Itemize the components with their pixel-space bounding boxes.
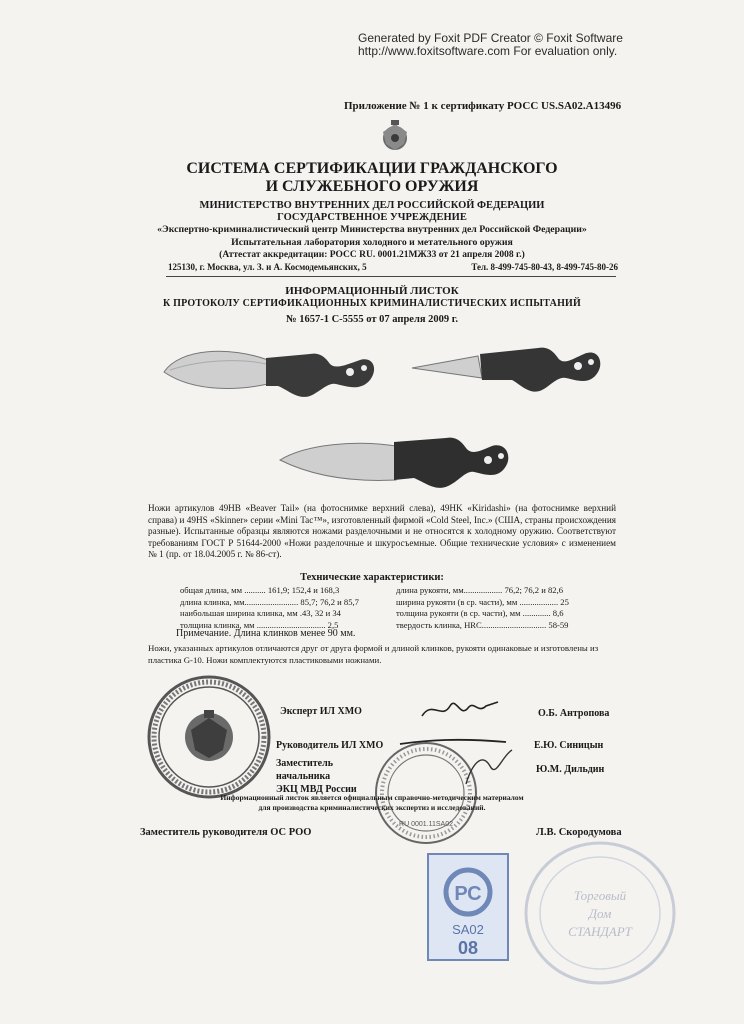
- signature-name-deputy-ekc: Ю.М. Дильдин: [536, 764, 605, 775]
- knife-photo-kiridashi: [408, 338, 608, 398]
- deputy-head-name: Л.В. Скородумова: [536, 827, 622, 838]
- foxit-watermark: [358, 32, 623, 58]
- signature-role-expert: Эксперт ИЛ ХМО: [280, 706, 362, 717]
- signature-name-expert: О.Б. Антропова: [538, 708, 610, 719]
- knife-photo-skinner: [276, 430, 516, 500]
- protocol-number: № 1657-1 С-5555 от 07 апреля 2009 г.: [286, 314, 458, 325]
- appendix-caption: Приложение № 1 к сертификату РОСС US.SA02.A13496: [344, 100, 622, 112]
- spec-row: длина клинка, мм......................... 85,7; 76,2 и 85,7: [180, 596, 359, 607]
- rst-conformity-mark: [426, 852, 510, 962]
- knife-description: Ножи артикулов 49HB «Beaver Tail» (на фотоснимке верхний слева), 49HK «Kiridashi» (на фотоснимке верхний справа) и 49HS «Skinner» серии «Mini Tac™», изготовленный фирмой «Cold Steel, Inc.» (США, страны происхождения разные). Испытанные образцы являются ножами разделочными и не относятся к холодному оружию. Соответствуют требованиям ГОСТ Р 51644-2000 «Ножи разделочные и шкуросъемные. Общие технические условия» с изменением № 1 (пр. от 18.04.2005 г. № 86-ст).: [148, 503, 616, 559]
- system-title-line-1: СИСТЕМА СЕРТИФИКАЦИИ ГРАЖДАНСКОГО: [186, 160, 558, 177]
- rst-code: SA02: [452, 922, 484, 937]
- info-sheet-title: ИНФОРМАЦИОННЫЙ ЛИСТОК: [285, 285, 459, 297]
- spec-row: толщина клинка, мм ................................ 2,5: [180, 619, 339, 630]
- postal-address: 125130, г. Москва, ул. З. и А. Космодемьянских, 5: [168, 262, 367, 272]
- rst-number: 08: [457, 938, 479, 958]
- address-row: [168, 262, 618, 272]
- system-title-line-2: И СЛУЖЕБНОГО ОРУЖИЯ: [265, 178, 479, 195]
- info-sheet-subtitle: К ПРОТОКОЛУ СЕРТИФИКАЦИОННЫХ КРИМИНАЛИСТИЧЕСКИХ ИСПЫТАНИЙ: [162, 298, 582, 309]
- company-stamp-line-3: СТАНДАРТ: [568, 924, 632, 939]
- signature-expert-scribble: [420, 694, 500, 724]
- knife-photo-beaver-tail: [160, 340, 380, 400]
- info-sheet-footnote: Информационный листок является официальным справочно-методическим материалом для производства криминалистических экспертиз и исследований.: [220, 793, 524, 812]
- deputy-head-role: Заместитель руководителя ОС РОО: [140, 827, 312, 838]
- watermark-line-2: http://www.foxitsoftware.com For evaluation only.: [358, 44, 618, 58]
- company-round-stamp: [520, 838, 680, 988]
- spec-row: длина рукояти, мм.................. 76,2; 76,2 и 82,6: [396, 585, 564, 595]
- specs-right-column: [396, 585, 626, 631]
- spec-row: наибольшая ширина клинка, мм .43, 32 и 34: [180, 608, 341, 618]
- mvd-round-seal: [146, 674, 272, 800]
- ministry-line-1: МИНИСТЕРСТВО ВНУТРЕННИХ ДЕЛ РОССИЙСКОЙ ФЕДЕРАЦИИ: [199, 200, 545, 211]
- watermark-line-1: Generated by Foxit PDF Creator © Foxit Software: [358, 31, 623, 45]
- header-divider: [166, 276, 616, 277]
- spec-row: толщина рукояти (в ср. части), мм ............. 8,6: [396, 608, 564, 618]
- spec-row: общая длина, мм .......... 161,9; 152,4 и 168,3: [180, 585, 340, 595]
- test-laboratory: Испытательная лаборатория холодного и метательного оружия: [231, 237, 513, 248]
- specs-note: Примечание. Длина клинков менее 90 мм.: [176, 628, 356, 639]
- round-stamp-code: RU 0001.11SA02: [399, 821, 453, 828]
- accreditation-line: (Аттестат аккредитации: РОСС RU. 0001.21МЖ33 от 21 апреля 2008 г.): [219, 250, 525, 260]
- spec-row: твердость клинка, HRC.............................. 58-59: [396, 619, 569, 630]
- signature-name-head: Е.Ю. Синицын: [534, 740, 604, 751]
- signature-role-deputy-ekc: Заместитель начальника ЭКЦ МВД России: [276, 758, 357, 795]
- specs-note-details: Ножи, указанных артикулов отличаются друг от друга формой и длиной клинков, рукояти одинаковые и изготовлены из пластика G-10. Ножи комплектуются пластиковыми ножнами.: [148, 643, 599, 665]
- signature-role-head: Руководитель ИЛ ХМО: [276, 740, 384, 751]
- spec-row: ширина рукояти (в ср. части), мм .................. 25: [396, 596, 569, 607]
- double-headed-eagle-emblem-icon: [378, 118, 412, 154]
- expert-center: «Экспертно-криминалистический центр Министерства внутренних дел Российской Федерации»: [157, 224, 587, 235]
- signature-deputy-scribble: [462, 744, 522, 794]
- specs-left-column: [180, 585, 380, 631]
- phone-numbers: Тел. 8-499-745-80-43, 8-499-745-80-26: [471, 262, 618, 272]
- rst-mark-letters: РС: [454, 883, 482, 905]
- company-stamp-line-2: Дом: [588, 906, 612, 921]
- specs-title: Технические характеристики:: [300, 572, 444, 583]
- company-stamp-line-1: Торговый: [573, 888, 627, 903]
- ministry-line-2: ГОСУДАРСТВЕННОЕ УЧРЕЖДЕНИЕ: [277, 212, 467, 223]
